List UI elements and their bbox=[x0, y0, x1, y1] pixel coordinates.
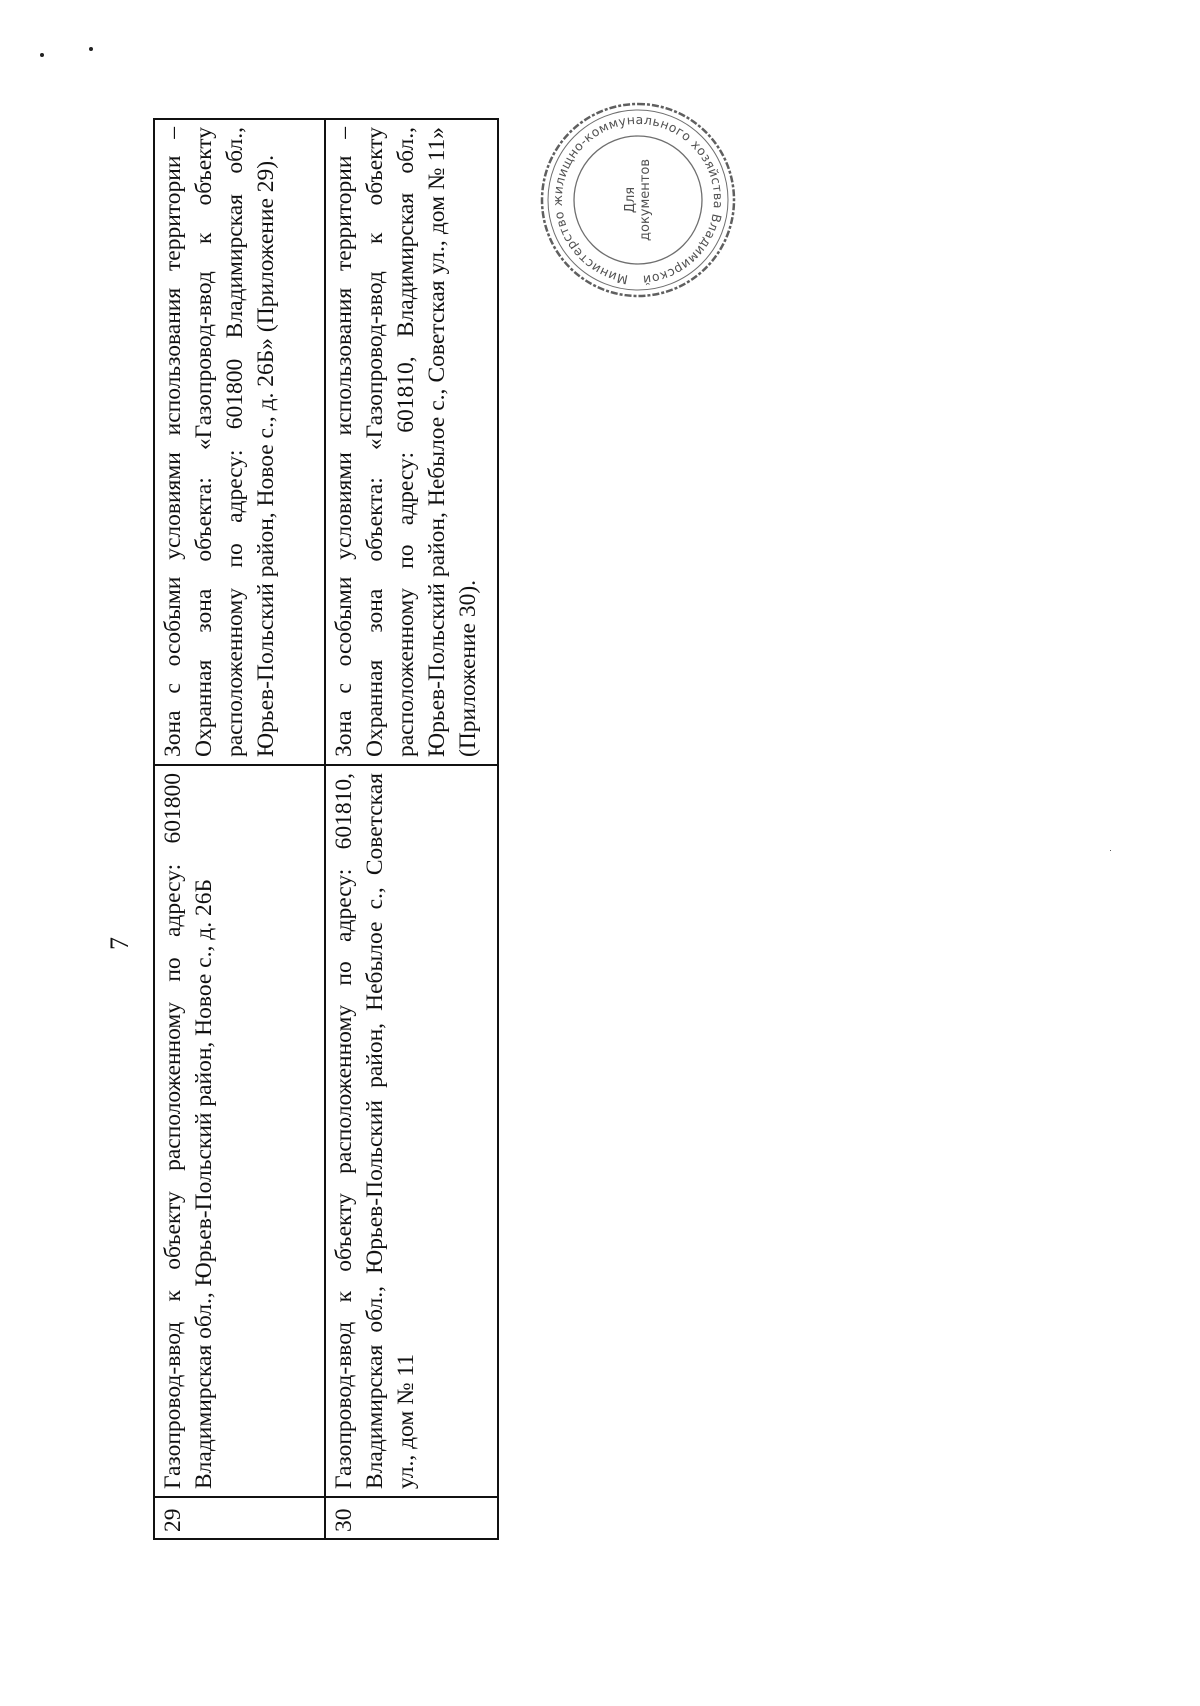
stamp-center-line1: Для bbox=[623, 186, 638, 214]
zone-cell: Зона с особыми условиями использования территории – Охранная зона объекта: «Газопровод-ввод к объекту расположенному по адресу: 601810, Владимирская обл., Юрьев-Польский район, Небылое с., Советская ул., дом № 11» (Приложение 30). bbox=[325, 119, 498, 765]
object-cell: Газопровод-ввод к объекту расположенному по адресу: 601810, Владимирская обл., Юрьев-Польский район, Небылое с., Советская ул., дом № 11 bbox=[325, 765, 498, 1497]
stamp-center-line2: документов bbox=[638, 159, 653, 241]
table-row bbox=[154, 119, 325, 1539]
official-stamp bbox=[538, 100, 738, 300]
scan-speck bbox=[40, 53, 44, 57]
scan-speck bbox=[89, 47, 93, 51]
rotated-page-content bbox=[105, 100, 481, 1540]
row-number: 29 bbox=[154, 1497, 325, 1539]
objects-table bbox=[153, 118, 499, 1540]
table-row bbox=[325, 119, 498, 1539]
page-number: 7 bbox=[105, 937, 134, 950]
zone-cell: Зона с особыми условиями использования территории – Охранная зона объекта: «Газопровод-ввод к объекту расположенному по адресу: 601800 Владимирская обл., Юрьев-Польский район, Новое с., д. 26Б» (Приложение 29). bbox=[154, 119, 325, 765]
object-cell: Газопровод-ввод к объекту расположенному по адресу: 601800 Владимирская обл., Юрьев-Польский район, Новое с., д. 26Б bbox=[154, 765, 325, 1497]
row-number: 30 bbox=[325, 1497, 498, 1539]
scan-speck bbox=[1110, 850, 1111, 851]
svg-text:Министерство жилищно-коммуналь: Министерство жилищно-коммунального хозяйства Владимирской bbox=[549, 111, 727, 288]
